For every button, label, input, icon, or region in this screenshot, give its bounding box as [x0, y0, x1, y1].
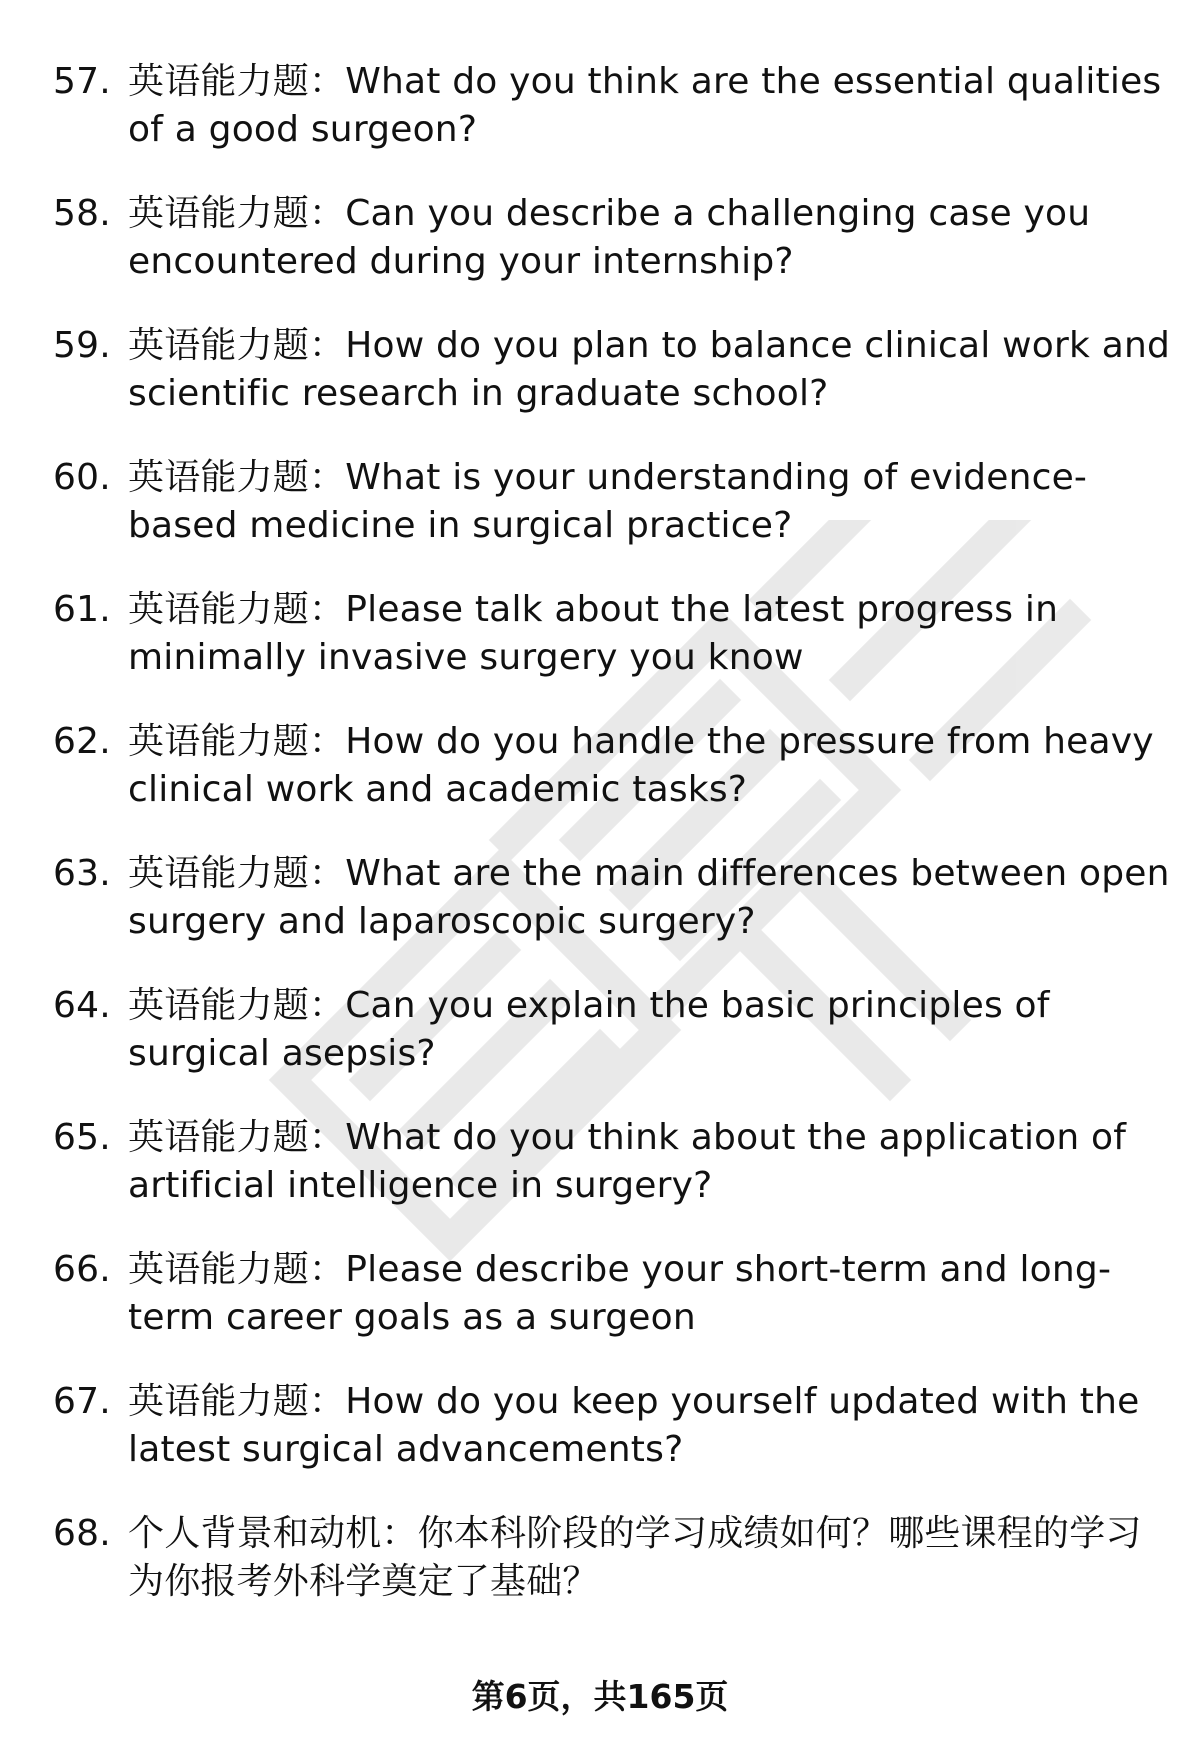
question-number: 67.	[53, 1381, 111, 1422]
question-body: How do you plan to balance clinical work and scientific research in graduate school?	[128, 325, 1171, 414]
question-number: 58.	[53, 193, 111, 234]
question-body: Please describe your short-term and long-term career goals as a surgeon	[128, 1249, 1112, 1338]
question-body: Please talk about the latest progress in minimally invasive surgery you know	[128, 589, 1059, 678]
question-number: 61.	[53, 589, 111, 630]
question-number: 63.	[53, 853, 111, 894]
question-category: 个人背景和动机：	[128, 1513, 418, 1554]
question-text	[128, 1246, 1173, 1342]
question-text	[128, 1510, 1173, 1606]
question-text	[128, 718, 1173, 814]
question-number: 65.	[53, 1117, 111, 1158]
question-category: 英语能力题：	[128, 193, 346, 234]
question-body: What are the main differences between open surgery and laparoscopic surgery?	[128, 853, 1170, 942]
question-number: 57.	[53, 61, 111, 102]
question-item	[0, 718, 1200, 850]
question-body: What is your understanding of evidence-based medicine in surgical practice?	[128, 457, 1088, 546]
question-body: How do you handle the pressure from heavy clinical work and academic tasks?	[128, 721, 1154, 810]
page-number-footer: 第6页，共165页	[471, 1677, 729, 1716]
question-category: 英语能力题：	[128, 1117, 346, 1158]
question-category: 英语能力题：	[128, 457, 346, 498]
question-item	[0, 1378, 1200, 1510]
question-text	[128, 850, 1173, 946]
question-category: 英语能力题：	[128, 721, 346, 762]
question-number: 59.	[53, 325, 111, 366]
question-number: 66.	[53, 1249, 111, 1290]
question-text	[128, 58, 1173, 154]
question-category: 英语能力题：	[128, 1381, 346, 1422]
question-number: 60.	[53, 457, 111, 498]
question-text	[128, 586, 1173, 682]
question-body: How do you keep yourself updated with the latest surgical advancements?	[128, 1381, 1140, 1470]
question-item	[0, 1114, 1200, 1246]
question-category: 英语能力题：	[128, 61, 346, 102]
question-category: 英语能力题：	[128, 589, 346, 630]
question-text	[128, 454, 1173, 550]
question-body: Can you explain the basic principles of surgical asepsis?	[128, 985, 1050, 1074]
question-category: 英语能力题：	[128, 985, 346, 1026]
question-body: What do you think are the essential qualities of a good surgeon?	[128, 61, 1162, 150]
question-category: 英语能力题：	[128, 325, 346, 366]
question-text	[128, 1114, 1173, 1210]
question-item	[0, 586, 1200, 718]
question-category: 英语能力题：	[128, 1249, 346, 1290]
question-body: What do you think about the application of artificial intelligence in surgery?	[128, 1117, 1127, 1206]
question-category: 英语能力题：	[128, 853, 346, 894]
question-text	[128, 190, 1173, 286]
question-item	[0, 982, 1200, 1114]
question-text	[128, 982, 1173, 1078]
question-item	[0, 454, 1200, 586]
question-text	[128, 1378, 1173, 1474]
question-list	[0, 58, 1200, 1642]
question-body: Can you describe a challenging case you encountered during your internship?	[128, 193, 1091, 282]
question-number: 62.	[53, 721, 111, 762]
question-body: 你本科阶段的学习成绩如何？哪些课程的学习为你报考外科学奠定了基础？	[128, 1513, 1142, 1602]
question-text	[128, 322, 1173, 418]
question-number: 68.	[53, 1513, 111, 1554]
question-item	[0, 190, 1200, 322]
question-number: 64.	[53, 985, 111, 1026]
question-item	[0, 58, 1200, 190]
question-item	[0, 1510, 1200, 1642]
question-item	[0, 850, 1200, 982]
question-item	[0, 322, 1200, 454]
question-item	[0, 1246, 1200, 1378]
